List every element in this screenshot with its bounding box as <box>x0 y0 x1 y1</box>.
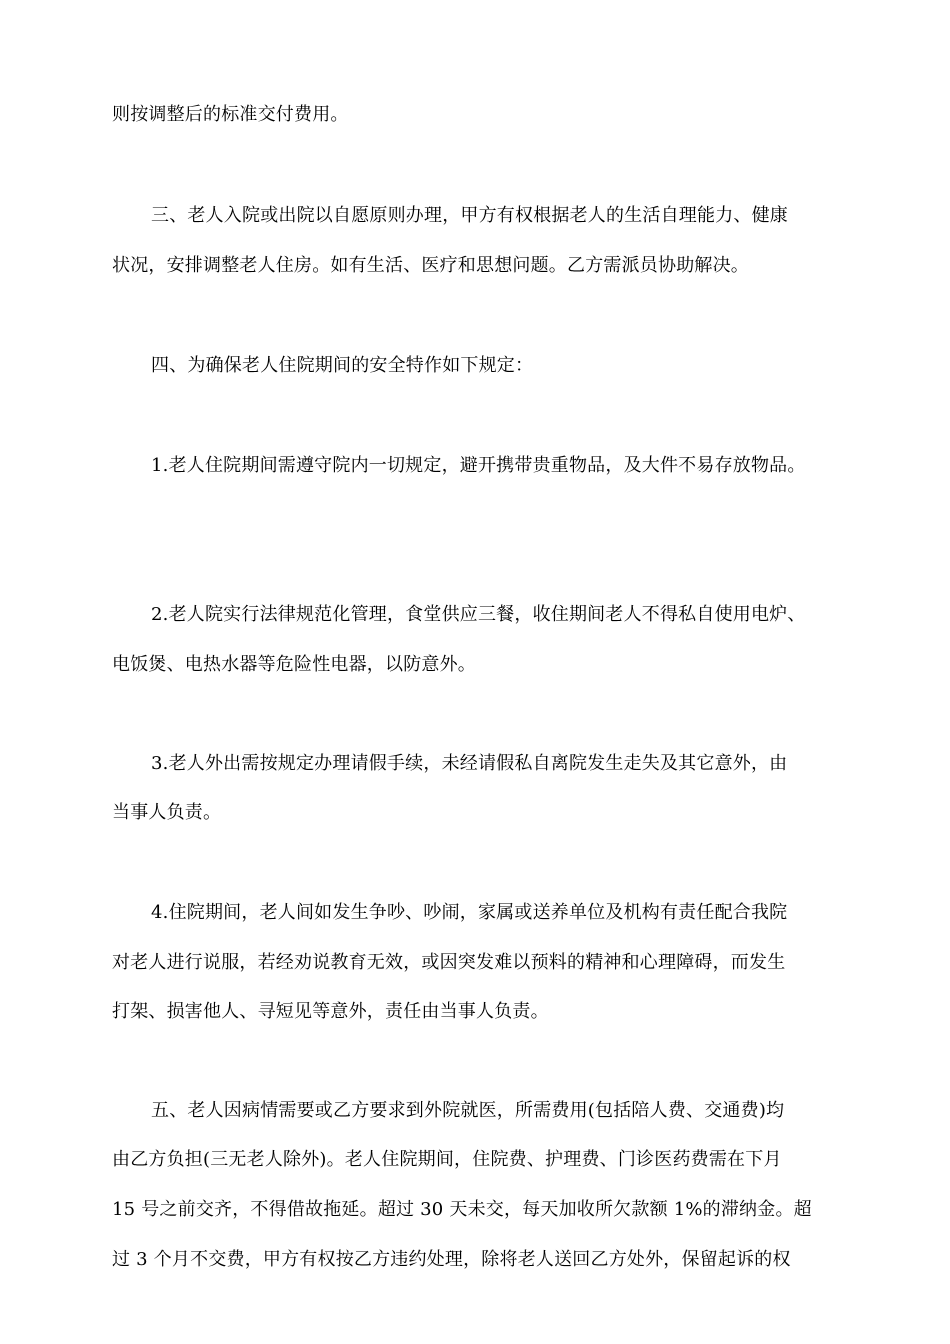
paragraph-line: 3.老人外出需按规定办理请假手续，未经请假私自离院发生走失及其它意外，由 <box>151 753 788 774</box>
paragraph-line: 三、老人入院或出院以自愿原则办理，甲方有权根据老人的生活自理能力、健康 <box>151 205 788 226</box>
paragraph-line: 由乙方负担(三无老人除外)。老人住院期间，住院费、护理费、门诊医药费需在下月 <box>112 1149 782 1170</box>
paragraph-line: 电饭煲、电热水器等危险性电器，以防意外。 <box>112 654 476 675</box>
paragraph-line: 五、老人因病情需要或乙方要求到外院就医，所需费用(包括陪人费、交通费)均 <box>151 1100 785 1121</box>
paragraph-line: 2.老人院实行法律规范化管理，食堂供应三餐，收住期间老人不得私自使用电炉、 <box>151 604 806 625</box>
paragraph-line: 则按调整后的标准交付费用。 <box>112 104 349 125</box>
paragraph-line: 4.住院期间，老人间如发生争吵、吵闹，家属或送养单位及机构有责任配合我院 <box>151 902 788 923</box>
paragraph-line: 1.老人住院期间需遵守院内一切规定，避开携带贵重物品，及大件不易存放物品。 <box>151 455 806 476</box>
paragraph-line: 状况，安排调整老人住房。如有生活、医疗和思想问题。乙方需派员协助解决。 <box>112 255 749 276</box>
paragraph-line: 对老人进行说服，若经劝说教育无效，或因突发难以预料的精神和心理障碍，而发生 <box>112 952 786 973</box>
paragraph-line: 过 3 个月不交费，甲方有权按乙方违约处理，除将老人送回乙方处外，保留起诉的权 <box>112 1249 791 1270</box>
paragraph-line: 打架、损害他人、寻短见等意外，责任由当事人负责。 <box>112 1001 549 1022</box>
paragraph-line: 四、为确保老人住院期间的安全特作如下规定： <box>151 355 534 376</box>
paragraph-line: 当事人负责。 <box>112 802 222 823</box>
paragraph-line: 15 号之前交齐，不得借故拖延。超过 30 天未交，每天加收所欠款额 1%的滞纳金。超 <box>112 1199 812 1220</box>
